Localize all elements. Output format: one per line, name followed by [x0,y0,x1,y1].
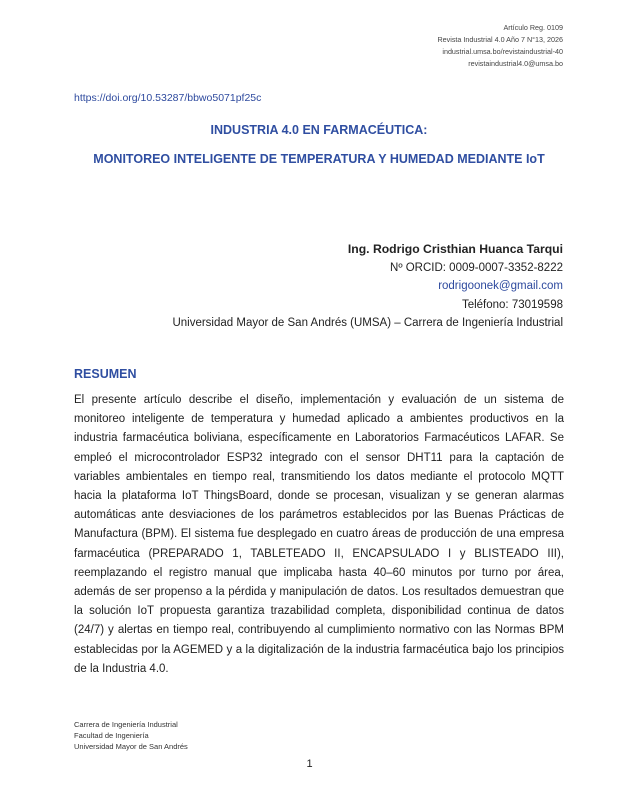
footer-line-2: Facultad de Ingeniería [74,731,149,740]
footer-affiliation [74,719,188,752]
footer-line-1: Carrera de Ingeniería Industrial [74,720,178,729]
abstract-heading: RESUMEN [74,367,137,381]
journal-header [437,22,563,70]
author-email[interactable]: rodrigoonek@gmail.com [438,280,563,292]
title-line-1: INDUSTRIA 4.0 EN FARMACÉUTICA: [210,123,428,137]
footer-line-3: Universidad Mayor de San Andrés [74,742,188,751]
doi-link[interactable]: https://doi.org/10.53287/bbwo5071pf25c [74,92,262,104]
abstract-text: El presente artículo describe el diseño, implementación y evaluación de un sistema de monitoreo inteligente de temperatura y humedad aplicado a ambientes productivos en la industria farmacéutica boliviana, específicamente en Laboratorios Farmacéuticos LAFAR. Se empleó el microcontrolador ESP32 integrado con el sensor DHT11 para la captación de variables ambientales en tiempo real, transmitiendo los datos mediante el protocolo MQTT hacia la plataforma IoT ThingsBoard, donde se procesan, visualizan y se generan alarmas automáticas ante desviaciones de los parámetros establecidos por las Buenas Prácticas de Manufactura (BPM). El sistema fue desplegado en cuatro áreas de producción de una empresa farmacéutica (PREPARADO 1, TABLETEADO II, ENCAPSULADO I y BLISTEADO III), reemplazando el registro manual que implicaba hasta 40–60 minutos por turno por área, además de ser propenso a la pérdida y manipulación de datos. Los resultados demuestran que la solución IoT propuesta garantiza trazabilidad completa, disponibilidad continua de datos (24/7) y alertas en tiempo real, contribuyendo al cumplimiento normativo con las Normas BPM establecidas por la AGEMED y a la digitalización de la industria farmacéutica bajo los principios de la Industria 4.0. [74,394,564,675]
author-orcid: Nº ORCID: 0009-0007-3352-8222 [390,261,563,274]
journal-website[interactable]: industrial.umsa.bo/revistaindustrial-40 [442,47,563,56]
author-block [172,240,563,333]
journal-email[interactable]: revistaindustrial4.0@umsa.bo [468,59,563,68]
author-name: Ing. Rodrigo Cristhian Huanca Tarqui [347,242,563,256]
journal-issue: Revista Industrial 4.0 Año 7 N°13, 2026 [437,35,563,44]
article-reg: Artículo Reg. 0109 [503,23,563,32]
author-phone: Teléfono: 73019598 [461,298,563,311]
page-number: 1 [306,758,313,770]
title-line-2: MONITOREO INTELIGENTE DE TEMPERATURA Y HUMEDAD MEDIANTE IoT [93,152,545,166]
author-affiliation: Universidad Mayor de San Andrés (UMSA) – Carrera de Ingeniería Industrial [172,317,563,329]
